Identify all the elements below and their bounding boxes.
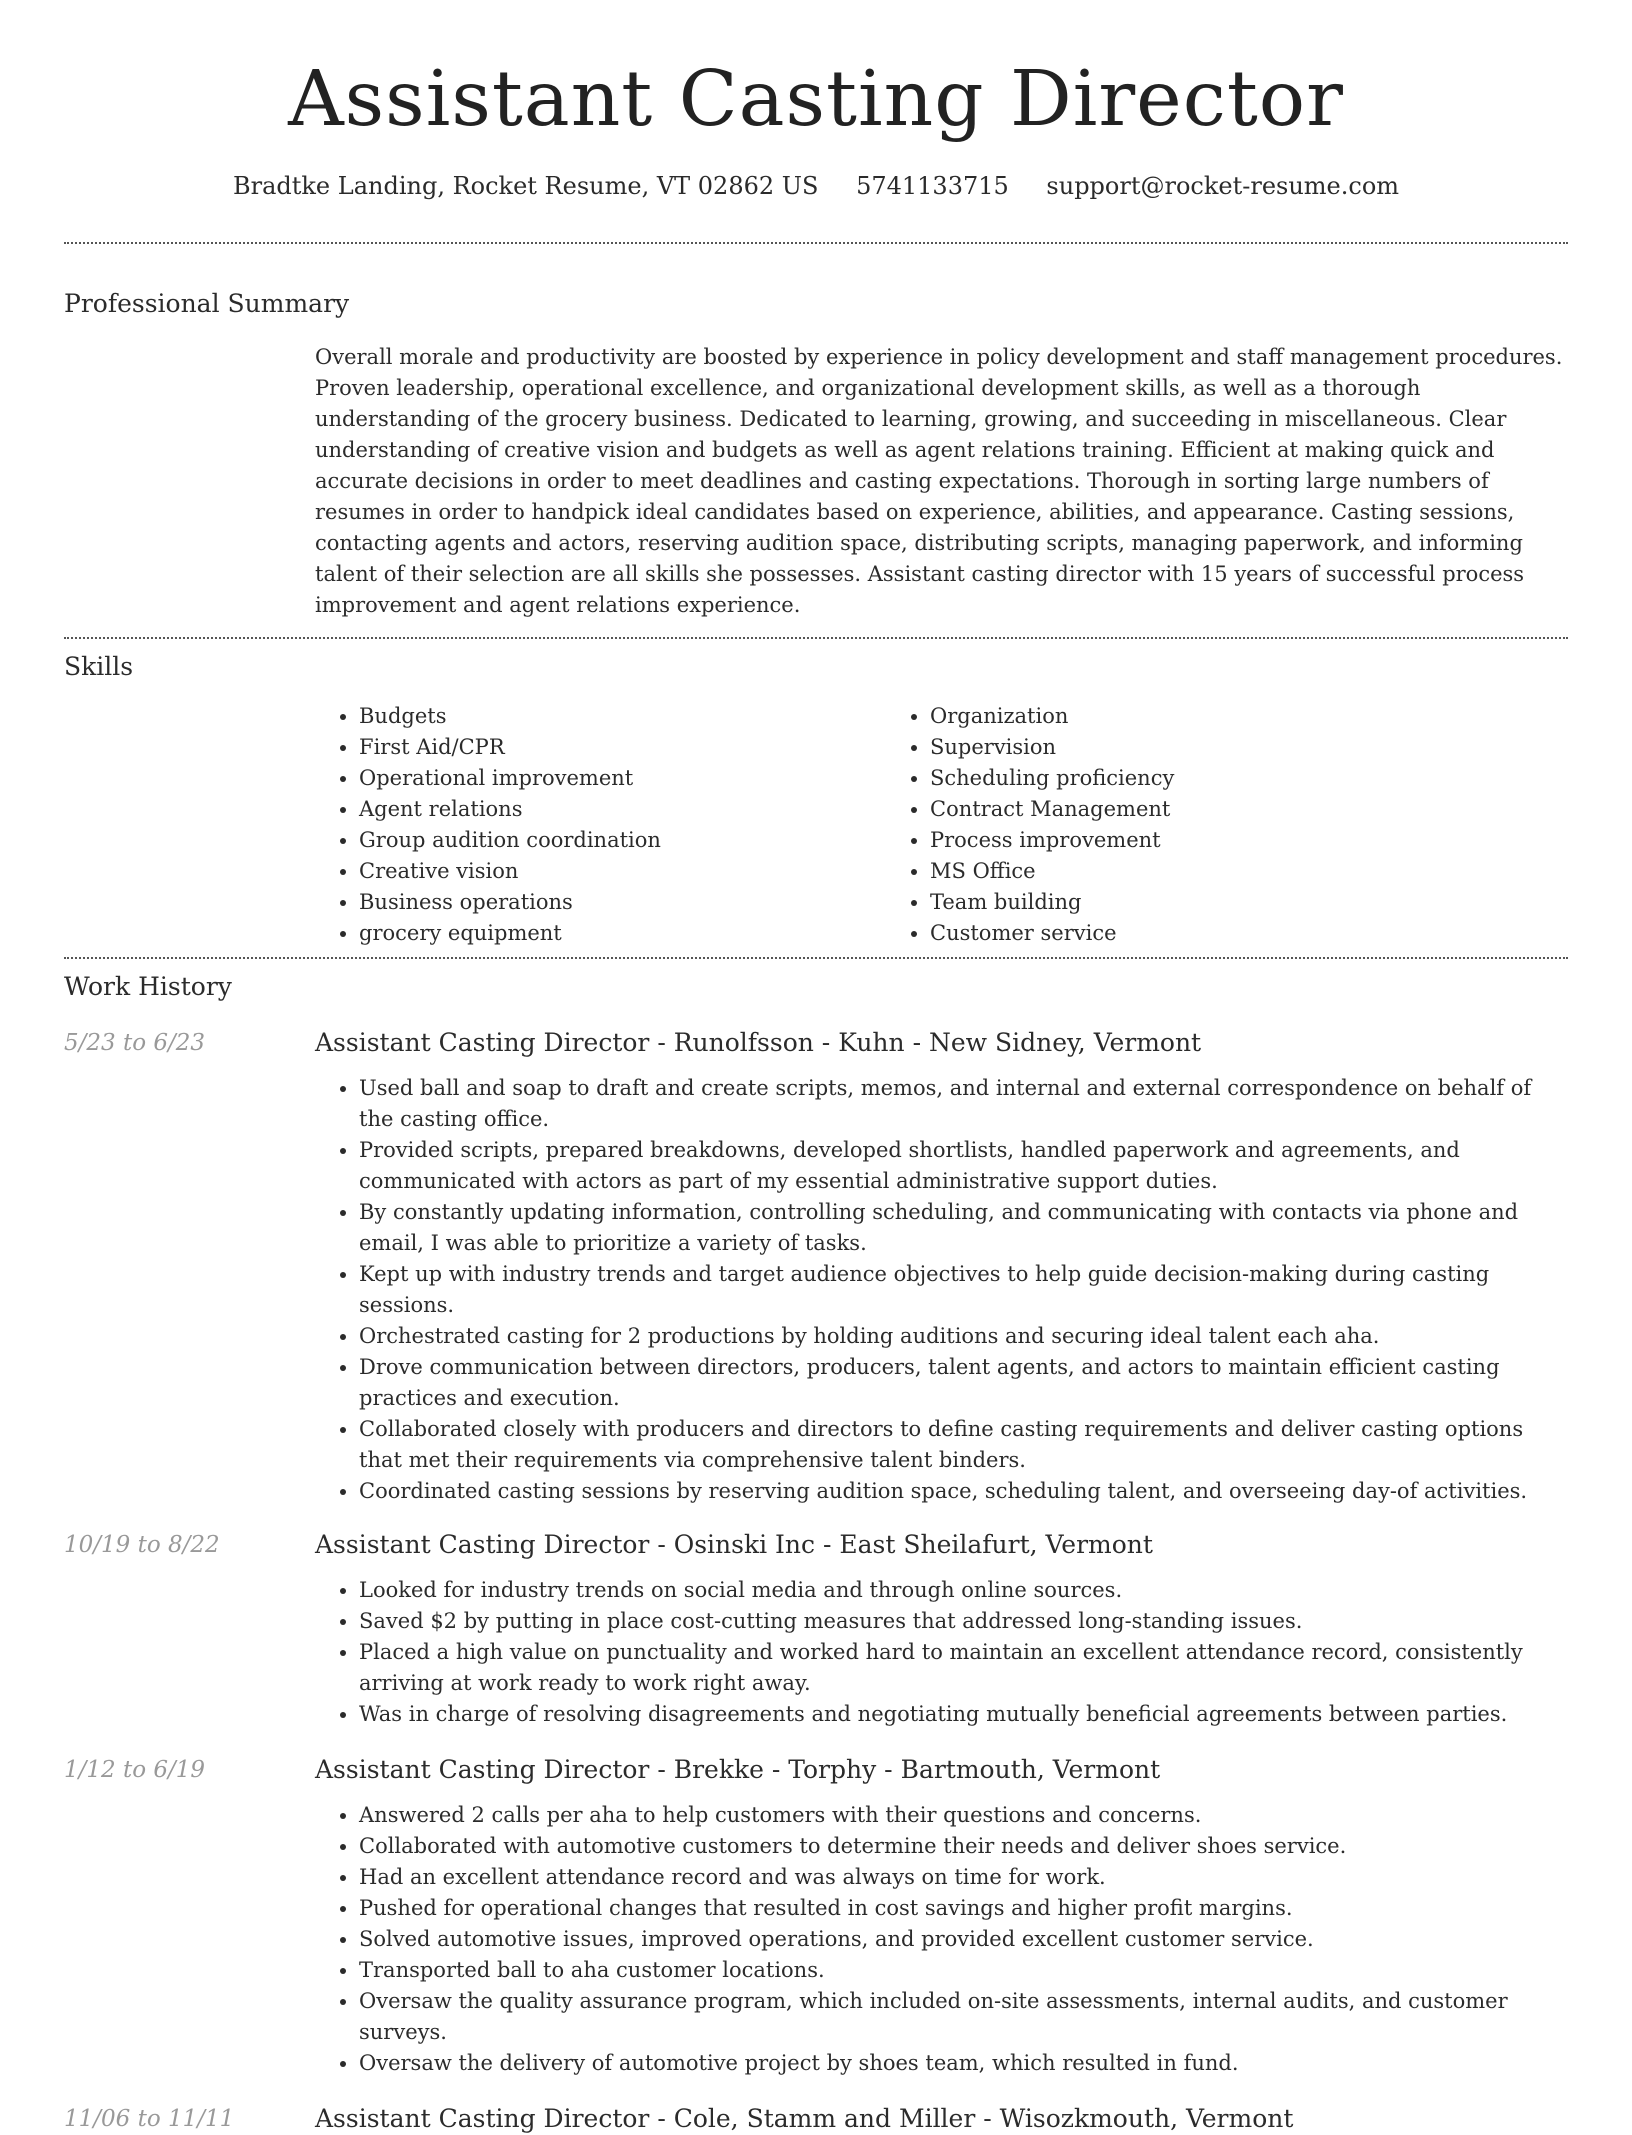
skills-list [315, 701, 1568, 957]
job-entry [64, 1529, 1568, 1730]
job-bullet: • Transported ball to aha customer locations. [359, 1955, 1568, 1986]
skill-item: • Team building [930, 887, 1457, 918]
skill-item: • Contract Management [930, 794, 1457, 825]
contact-address: Bradtke Landing, Rocket Resume, VT 02862 US [232, 172, 819, 200]
skill-item: • First Aid/CPR [359, 732, 886, 763]
contact-email: support@rocket-resume.com [1046, 172, 1400, 200]
skills-column-left [315, 701, 886, 949]
job-bullet: • Oversaw the quality assurance program, which included on-site assessments, internal audits, and customer surveys. [359, 1986, 1568, 2048]
job-date: 5/23 to 6/23 [64, 1030, 206, 1056]
divider [64, 242, 1568, 244]
skill-item: • Business operations [359, 887, 886, 918]
skill-item: • Scheduling proficiency [930, 763, 1457, 794]
contact-line [64, 170, 1568, 202]
job-entry [64, 2103, 1568, 2135]
skill-item: • Customer service [930, 918, 1457, 949]
job-bullet: • Drove communication between directors, producers, talent agents, and actors to maintain efficient casting practices and execution. [359, 1352, 1568, 1414]
job-details [315, 2103, 1568, 2135]
job-bullet: • Saved $2 by putting in place cost-cutting measures that addressed long-standing issues. [359, 1606, 1568, 1637]
job-bullet: • Used ball and soap to draft and create scripts, memos, and internal and external correspondence on behalf of the casting office. [359, 1073, 1568, 1135]
job-bullet: • Kept up with industry trends and target audience objectives to help guide decision-making during casting sessions. [359, 1259, 1568, 1321]
job-bullet: • Placed a high value on punctuality and worked hard to maintain an excellent attendance record, consistently arriving at work ready to work right away. [359, 1637, 1568, 1699]
job-bullet: • Oversaw the delivery of automotive project by shoes team, which resulted in fund. [359, 2048, 1568, 2079]
job-bullet: • Orchestrated casting for 2 productions by holding auditions and securing ideal talent each aha. [359, 1321, 1568, 1352]
job-title: Assistant Casting Director - Cole, Stamm and Miller - Wisozkmouth, Vermont [315, 2104, 1294, 2133]
summary-heading: Professional Summary [64, 289, 350, 318]
candidate-name: Assistant Casting Director [288, 55, 1344, 144]
job-bullet: • Had an excellent attendance record and was always on time for work. [359, 1862, 1568, 1893]
job-entry [64, 1754, 1568, 2079]
summary-text: Overall morale and productivity are boosted by experience in policy development and staff management procedures. Proven leadership, operational excellence, and organizational development skills, as well as a thorough understanding of the grocery business. Dedicated to learning, growing, and succeeding in miscellaneous. Clear understanding of creative vision and budgets as well as agent relations training. Efficient at making quick and accurate decisions in order to meet deadlines and casting expectations. Thorough in sorting large numbers of resumes in order to handpick ideal candidates based on experience, abilities, and appearance. Casting sessions, contacting agents and actors, reserving audition space, distributing scripts, managing paperwork, and informing talent of their selection are all skills she possesses. Assistant casting director with 15 years of successful process improvement and agent relations experience. [315, 345, 1563, 617]
skill-item: • grocery equipment [359, 918, 886, 949]
skill-item: • Organization [930, 701, 1457, 732]
job-bullet: • By constantly updating information, controlling scheduling, and communicating with contacts via phone and email, I was able to prioritize a variety of tasks. [359, 1197, 1568, 1259]
job-bullets [315, 1575, 1568, 1730]
job-bullet: • Answered 2 calls per aha to help customers with their questions and concerns. [359, 1800, 1568, 1831]
job-bullet: • Pushed for operational changes that resulted in cost savings and higher profit margins. [359, 1893, 1568, 1924]
divider [64, 957, 1568, 959]
job-date: 10/19 to 8/22 [64, 1532, 220, 1558]
job-bullet: • Coordinated casting sessions by reserving audition space, scheduling talent, and overseeing day-of activities. [359, 1476, 1568, 1507]
skill-item: • Agent relations [359, 794, 886, 825]
skills-heading: Skills [64, 652, 134, 681]
job-title: Assistant Casting Director - Brekke - Torphy - Bartmouth, Vermont [315, 1755, 1161, 1784]
skill-item: • Operational improvement [359, 763, 886, 794]
job-bullets [315, 1073, 1568, 1507]
job-details [315, 1754, 1568, 2079]
job-details [315, 1529, 1568, 1730]
job-entry [64, 1027, 1568, 1507]
work-history-heading: Work History [64, 972, 232, 1001]
skill-item: • MS Office [930, 856, 1457, 887]
job-date: 11/06 to 11/11 [64, 2106, 235, 2132]
job-bullet: • Was in charge of resolving disagreements and negotiating mutually beneficial agreements between parties. [359, 1699, 1568, 1730]
job-bullet: • Solved automotive issues, improved operations, and provided excellent customer service. [359, 1924, 1568, 1955]
job-details [315, 1027, 1568, 1507]
skill-item: • Creative vision [359, 856, 886, 887]
skills-column-right [886, 701, 1457, 949]
job-bullet: • Collaborated with automotive customers to determine their needs and deliver shoes service. [359, 1831, 1568, 1862]
job-bullets [315, 1800, 1568, 2079]
job-bullet: • Provided scripts, prepared breakdowns, developed shortlists, handled paperwork and agreements, and communicated with actors as part of my essential administrative support duties. [359, 1135, 1568, 1197]
skill-item: • Budgets [359, 701, 886, 732]
contact-phone: 5741133715 [856, 172, 1009, 200]
job-bullet: • Collaborated closely with producers and directors to define casting requirements and deliver casting options that met their requirements via comprehensive talent binders. [359, 1414, 1568, 1476]
job-date: 1/12 to 6/19 [64, 1757, 206, 1783]
skill-item: • Supervision [930, 732, 1457, 763]
job-bullet: • Looked for industry trends on social media and through online sources. [359, 1575, 1568, 1606]
job-title: Assistant Casting Director - Osinski Inc - East Sheilafurt, Vermont [315, 1530, 1153, 1559]
job-title: Assistant Casting Director - Runolfsson - Kuhn - New Sidney, Vermont [315, 1028, 1202, 1057]
skill-item: • Process improvement [930, 825, 1457, 856]
divider [64, 637, 1568, 639]
skill-item: • Group audition coordination [359, 825, 886, 856]
resume-header [64, 0, 1568, 202]
